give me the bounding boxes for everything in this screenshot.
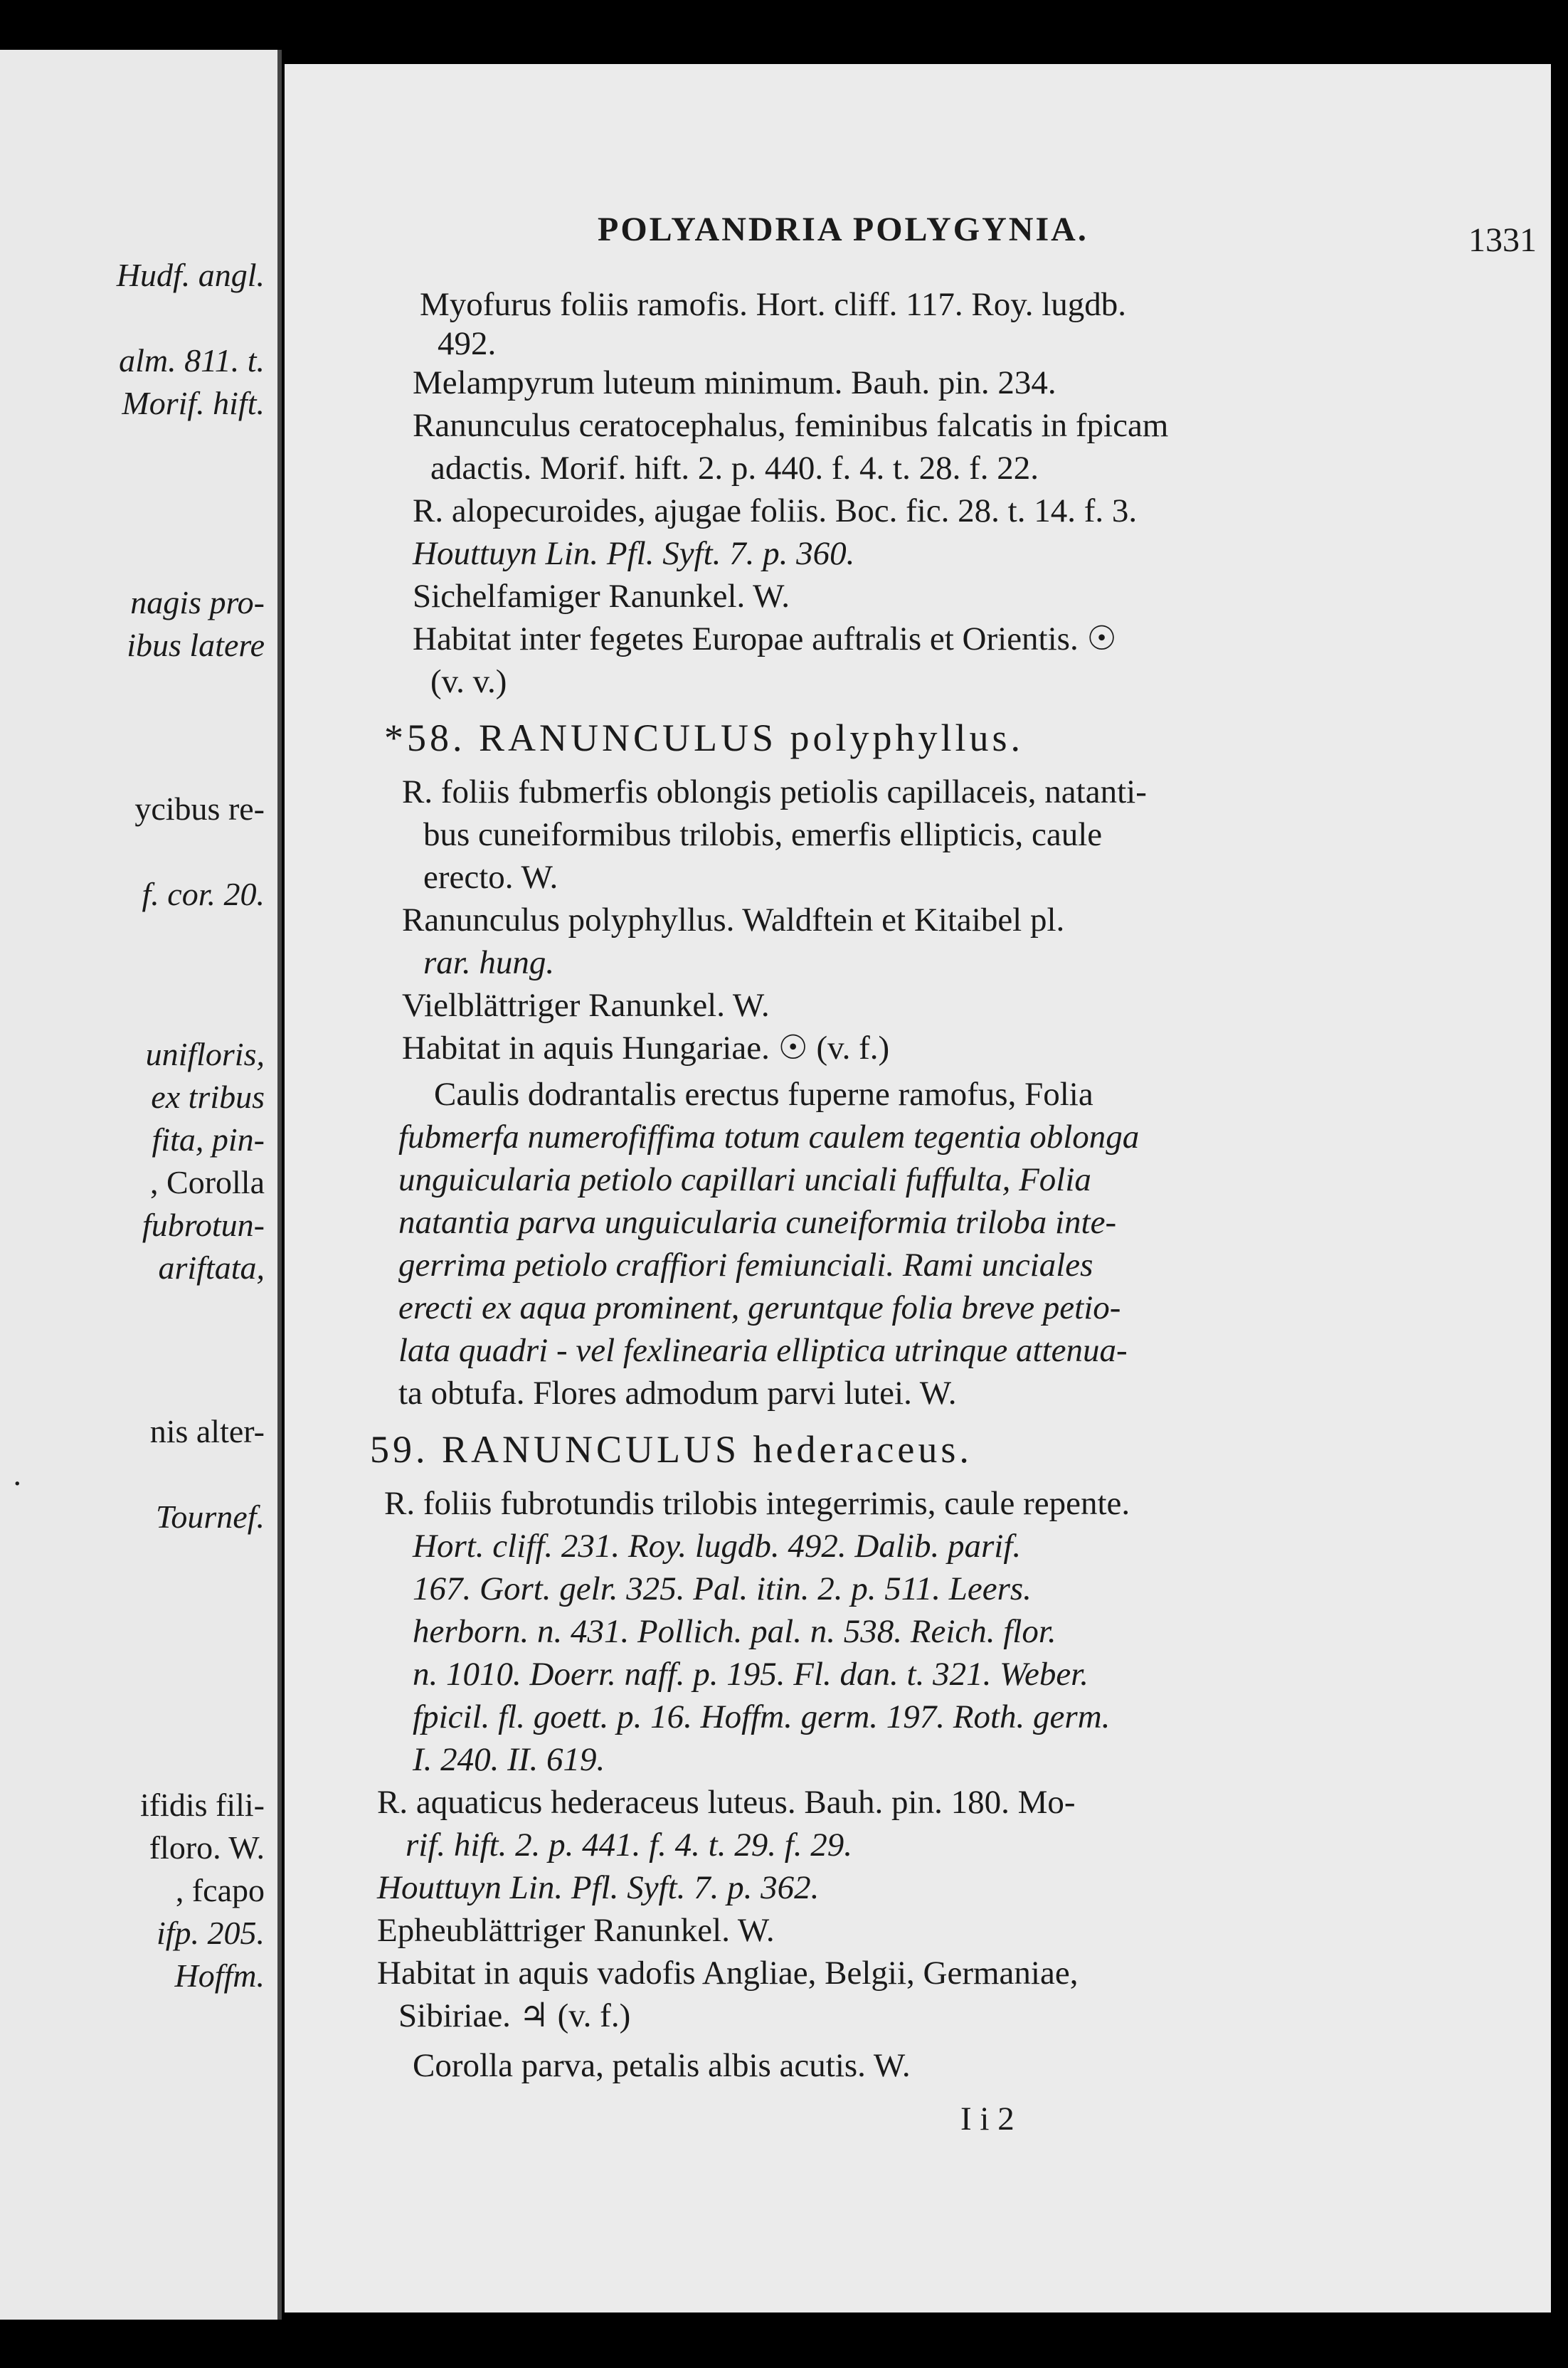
text-line: (v. v.) — [430, 663, 507, 700]
left-line: nagis pro- — [130, 584, 265, 620]
text-line: lata quadri - vel fexlinearia elliptica utrinque attenua- — [398, 1332, 1128, 1369]
left-line: fita, pin- — [152, 1121, 265, 1158]
text-line: Habitat in aquis Hungariae. ☉ (v. f.) — [402, 1030, 890, 1067]
main-page — [285, 64, 1551, 2312]
text-line: R. alopecuroides, ajugae foliis. Boc. fic. 28. t. 14. f. 3. — [413, 492, 1138, 529]
text-line: Sichelfamiger Ranunkel. W. — [413, 578, 790, 615]
species-heading: *58. RANUNCULUS polyphyllus. — [384, 717, 1024, 759]
text-line: gerrima petiolo craffiori femiunciali. Rami unciales — [398, 1247, 1093, 1284]
text-line: R. foliis fubmerfis oblongis petiolis capillaceis, natanti- — [402, 773, 1147, 810]
text-line: n. 1010. Doerr. naff. p. 195. Fl. dan. t. 321. Weber. — [413, 1656, 1089, 1693]
text-line: Ranunculus polyphyllus. Waldftein et Kitaibel pl. — [402, 902, 1065, 939]
text-line: Corolla parva, petalis albis acutis. W. — [413, 2047, 911, 2084]
text-line: Myofurus foliis ramofis. Hort. cliff. 117. Roy. lugdb. — [420, 286, 1127, 323]
text-line: natantia parva unguicularia cuneiformia triloba inte- — [398, 1204, 1117, 1241]
left-page-fragment — [0, 50, 282, 2320]
page-number: 1331 — [1468, 221, 1537, 259]
left-line: unifloris, — [145, 1036, 265, 1072]
left-line: Hudf. angl. — [116, 257, 265, 293]
text-line: Sibiriae. ♃ (v. f.) — [398, 1997, 631, 2034]
text-line: fpicil. fl. goett. p. 16. Hoffm. germ. 197. Roth. germ. — [413, 1698, 1111, 1735]
text-line: Epheublättriger Ranunkel. W. — [377, 1912, 775, 1949]
text-line: herborn. n. 431. Pollich. pal. n. 538. Reich. flor. — [413, 1613, 1056, 1650]
text-line: rar. hung. — [423, 944, 555, 981]
left-line: , fcapo — [175, 1872, 265, 1908]
text-line: Habitat inter fegetes Europae auftralis et Orientis. ☉ — [413, 620, 1117, 657]
left-line: Tournef. — [156, 1498, 265, 1535]
text-line: erecto. W. — [423, 859, 558, 896]
text-line: Habitat in aquis vadofis Angliae, Belgii, Germaniae, — [377, 1955, 1079, 1992]
text-line: Houttuyn Lin. Pfl. Syft. 7. p. 360. — [413, 535, 855, 572]
left-line: alm. 811. t. — [119, 342, 265, 379]
text-line: Melampyrum luteum minimum. Bauh. pin. 234. — [413, 364, 1056, 401]
left-line: nis alter- — [149, 1413, 265, 1449]
species-heading: 59. RANUNCULUS hederaceus. — [370, 1428, 973, 1471]
text-line: 167. Gort. gelr. 325. Pal. itin. 2. p. 511. Leers. — [413, 1570, 1032, 1607]
left-line: ex tribus — [151, 1079, 265, 1115]
left-line: fubrotun- — [142, 1207, 265, 1243]
left-line: . — [13, 1456, 21, 1492]
left-line: , Corolla — [150, 1164, 265, 1200]
text-line: fubmerfa numerofiffima totum caulem tegentia oblonga — [398, 1119, 1140, 1156]
left-line: ifidis fili- — [139, 1787, 265, 1823]
text-line: R. aquaticus hederaceus luteus. Bauh. pin. 180. Mo- — [377, 1784, 1076, 1821]
text-line: unguicularia petiolo capillari unciali fuffulta, Folia — [398, 1161, 1091, 1198]
left-line: floro. W. — [149, 1829, 265, 1866]
left-line: ifp. 205. — [156, 1915, 265, 1951]
text-line: Caulis dodrantalis erectus fuperne ramofus, Folia — [434, 1076, 1093, 1113]
text-line: R. foliis fubrotundis trilobis integerrimis, caule repente. — [384, 1485, 1130, 1522]
text-line: rif. hift. 2. p. 441. f. 4. t. 29. f. 29. — [406, 1827, 853, 1864]
text-line: bus cuneiformibus trilobis, emerfis ellipticis, caule — [423, 816, 1103, 853]
text-line: Vielblättriger Ranunkel. W. — [402, 987, 770, 1024]
left-line: Morif. hift. — [122, 385, 265, 421]
text-line: Houttuyn Lin. Pfl. Syft. 7. p. 362. — [377, 1869, 820, 1906]
text-line: Hort. cliff. 231. Roy. lugdb. 492. Dalib. parif. — [413, 1528, 1022, 1565]
signature-mark: I i 2 — [960, 2100, 1015, 2137]
text-line: I. 240. II. 619. — [413, 1741, 605, 1778]
text-line: 492. — [438, 325, 497, 362]
text-line: erecti ex aqua prominent, geruntque folia breve petio- — [398, 1289, 1121, 1326]
text-line: adactis. Morif. hift. 2. p. 440. f. 4. t. 28. f. 22. — [430, 450, 1039, 487]
left-line: f. cor. 20. — [142, 876, 265, 912]
left-line: ycibus re- — [134, 791, 265, 827]
left-line: Hoffm. — [174, 1957, 265, 1994]
left-line: ariftata, — [158, 1249, 265, 1286]
text-line: ta obtufa. Flores admodum parvi lutei. W. — [398, 1375, 957, 1412]
running-header: POLYANDRIA POLYGYNIA. — [598, 211, 1088, 248]
text-line: Ranunculus ceratocephalus, feminibus falcatis in fpicam — [413, 407, 1169, 444]
left-line: ibus latere — [127, 627, 265, 663]
